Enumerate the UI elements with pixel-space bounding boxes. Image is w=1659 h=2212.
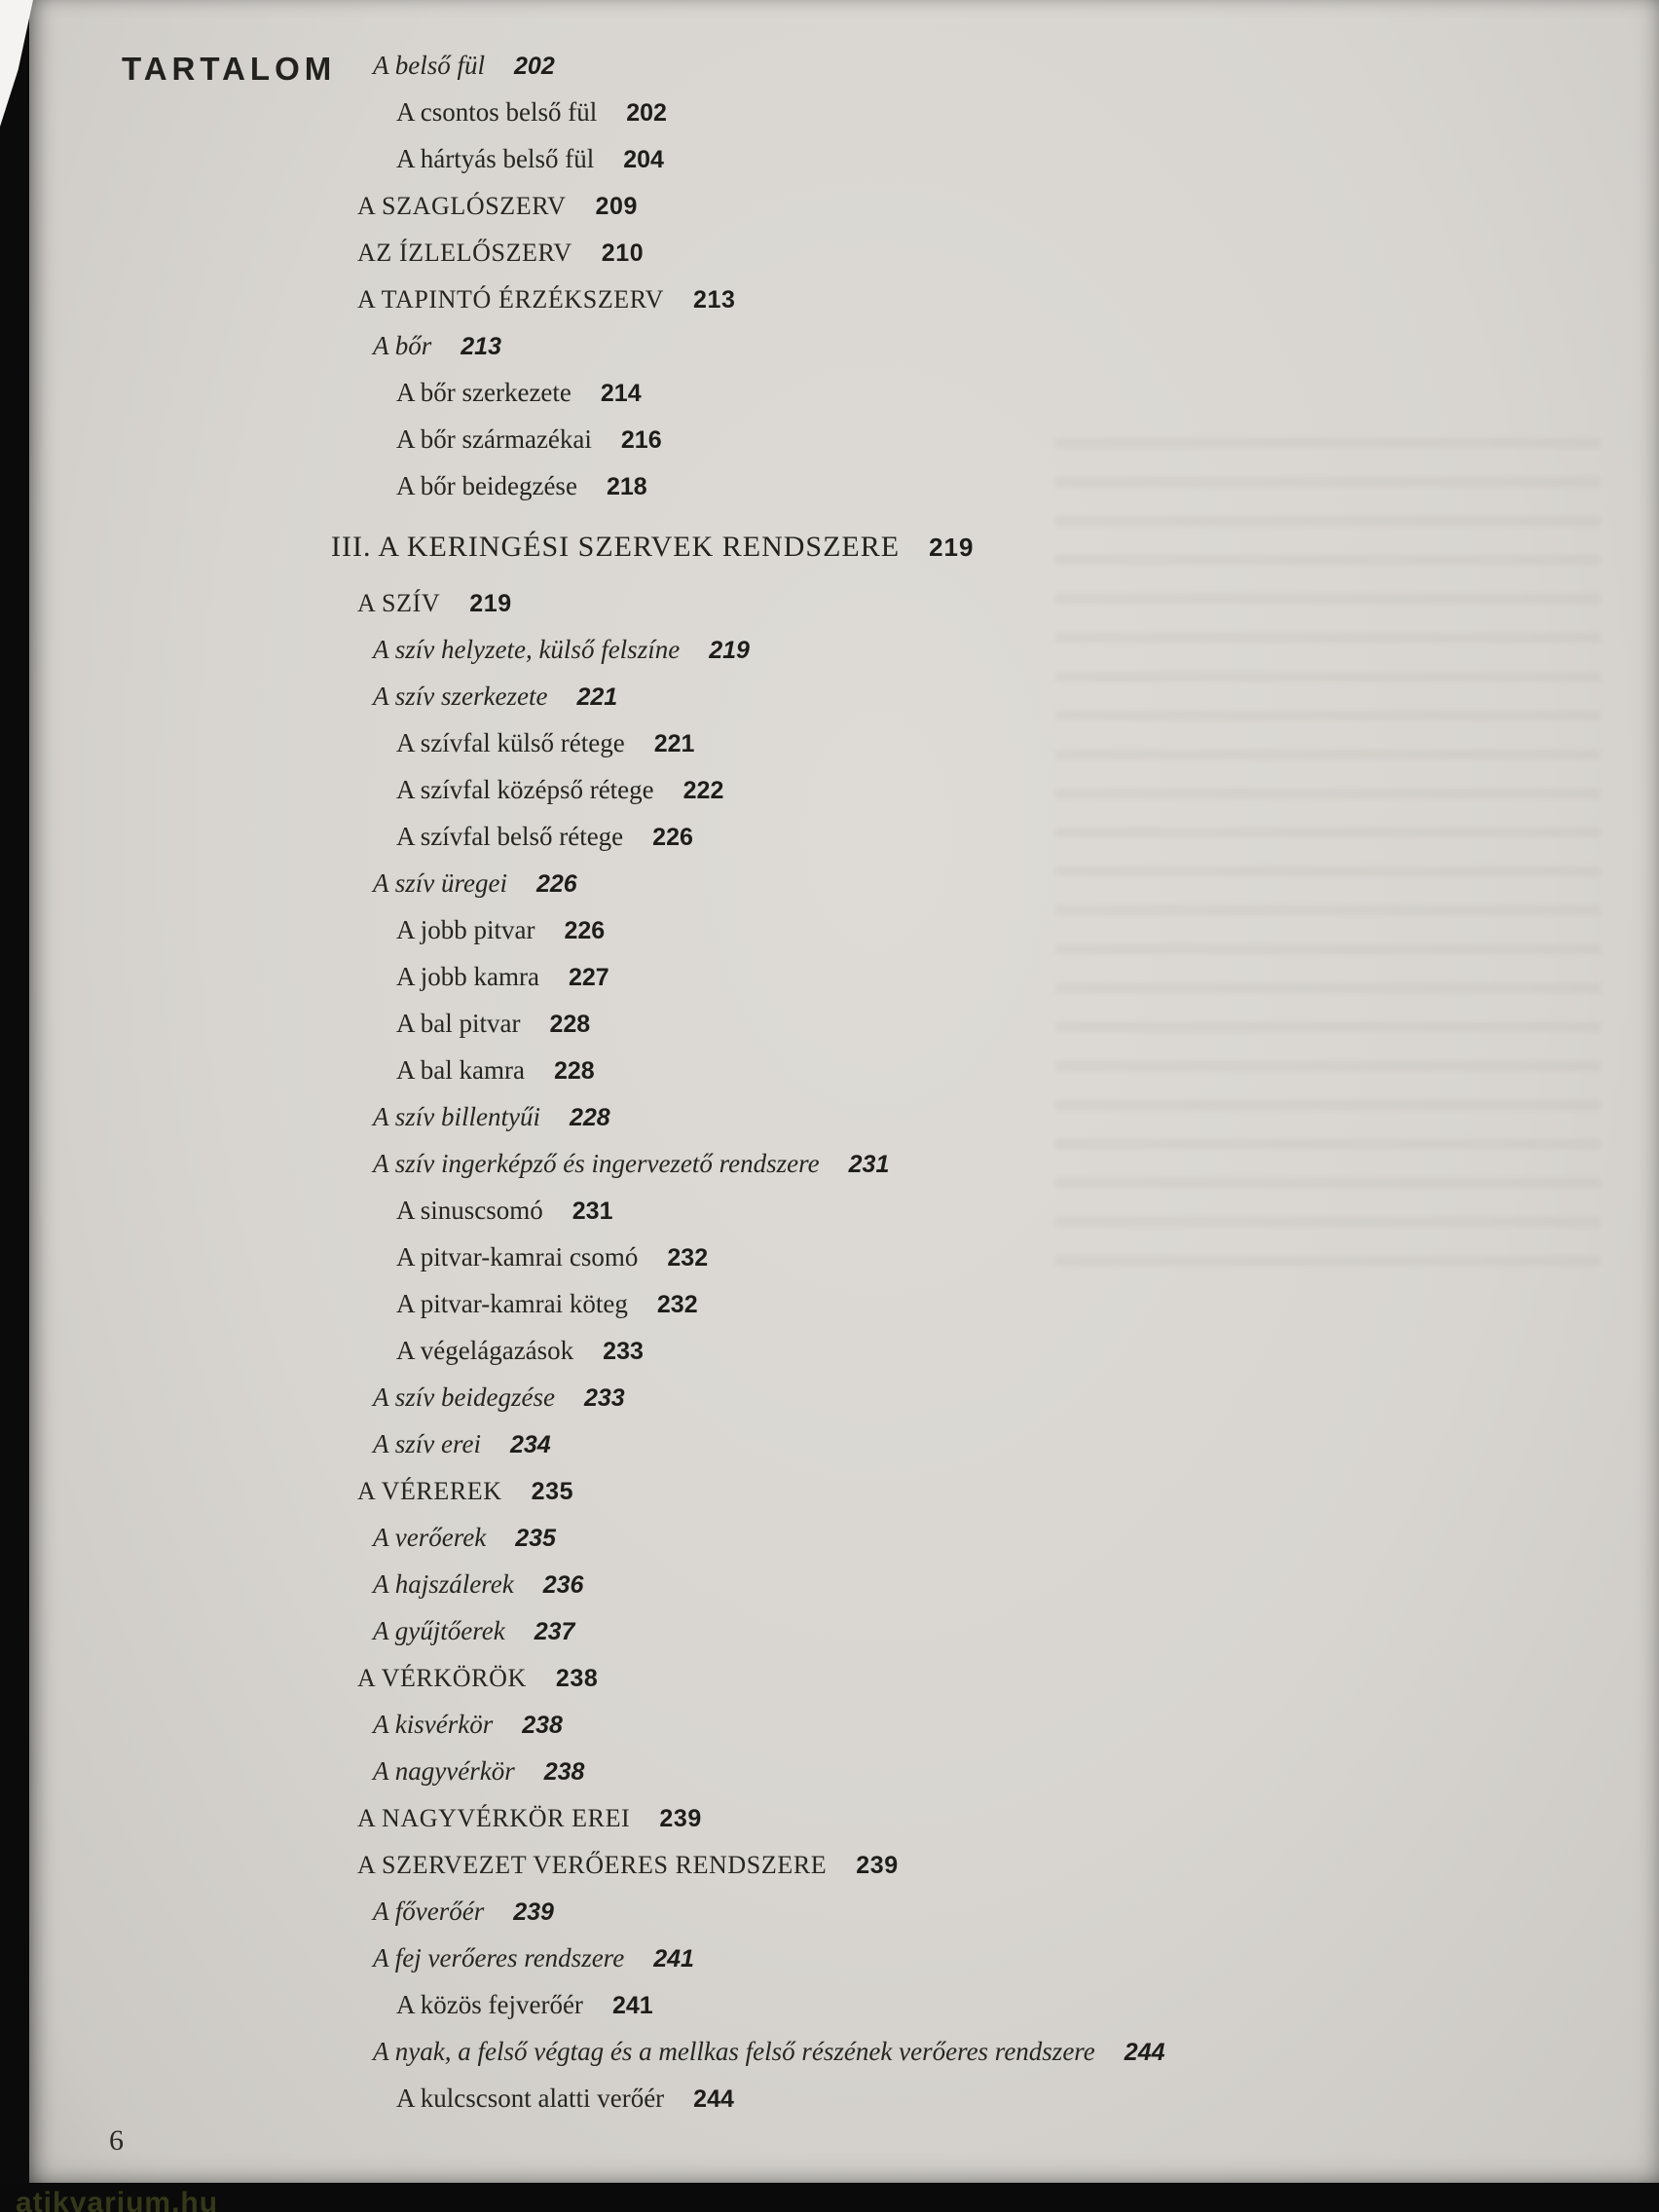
toc-entry-label: A jobb kamra (396, 962, 539, 991)
toc-list (331, 43, 1616, 2122)
toc-entry (331, 370, 1616, 417)
scan-bottom-edge (0, 2183, 1659, 2212)
toc-entry-page-number: 235 (531, 1478, 574, 1505)
toc-entry-page-number: 214 (600, 380, 642, 407)
toc-entry (331, 1328, 1616, 1375)
scan-watermark: atikvarium.hu (16, 2187, 219, 2212)
toc-entry-label: A szív erei (373, 1429, 481, 1458)
toc-entry-label: A bőr (373, 331, 432, 360)
toc-entry-page-number: 236 (542, 1571, 584, 1599)
toc-entry (331, 1188, 1616, 1235)
page-title: TARTALOM (122, 51, 337, 87)
toc-entry (331, 627, 1616, 674)
toc-entry-label: A csontos belső fül (396, 97, 598, 127)
page-paper (29, 0, 1659, 2187)
toc-entry (331, 1048, 1616, 1094)
toc-entry-page-number: 219 (929, 533, 975, 562)
toc-entry-label: A bőr szerkezete (396, 378, 571, 407)
toc-entry (331, 1982, 1616, 2029)
toc-entry-label: A hártyás belső fül (396, 144, 595, 173)
toc-entry-page-number: 226 (652, 824, 693, 851)
toc-entry (331, 1889, 1616, 1936)
toc-entry-page-number: 226 (564, 917, 606, 944)
toc-entry-label: A nagyvérkör (373, 1756, 515, 1786)
toc-entry-page-number: 213 (693, 286, 736, 313)
toc-entry-page-number: 221 (576, 683, 618, 711)
toc-entry (331, 1281, 1616, 1328)
toc-entry-page-number: 219 (709, 637, 750, 664)
toc-entry-label: A SZAGLÓSZERV (357, 192, 567, 220)
toc-entry-page-number: 210 (601, 240, 645, 267)
toc-entry-label: A végelágazások (396, 1336, 574, 1365)
toc-entry-label: A főverőér (373, 1897, 485, 1926)
toc-entry-label: A szív billentyűi (373, 1102, 540, 1131)
toc-entry-page-number: 231 (848, 1151, 890, 1178)
page-number: 6 (109, 2124, 124, 2157)
toc-entry (331, 861, 1616, 907)
toc-entry (331, 1562, 1616, 1608)
toc-entry-label: A szívfal külső rétege (396, 728, 625, 757)
toc-entry-page-number: 218 (606, 473, 647, 500)
toc-entry-page-number: 239 (856, 1852, 899, 1879)
toc-entry-label: A fej verőeres rendszere (373, 1943, 625, 1972)
toc-entry-label: A pitvar-kamrai csomó (396, 1242, 639, 1272)
toc-entry-label: III. A KERINGÉSI SZERVEK RENDSZERE (331, 531, 901, 563)
toc-entry-label: A szív üregei (373, 868, 507, 898)
toc-entry-page-number: 232 (667, 1244, 709, 1272)
toc-entry-label: A szív helyzete, külső felszíne (373, 635, 681, 664)
toc-entry-label: A szív szerkezete (373, 682, 548, 711)
toc-entry-page-number: 232 (656, 1291, 698, 1318)
toc-entry-label: A belső fül (373, 51, 486, 80)
toc-entry (331, 1702, 1616, 1749)
toc-entry-page-number: 219 (469, 590, 512, 617)
toc-entry (331, 814, 1616, 861)
toc-entry (331, 1655, 1616, 1702)
toc-entry-label: A TAPINTÓ ÉRZÉKSZERV (357, 285, 665, 313)
toc-entry-page-number: 233 (603, 1338, 644, 1365)
toc-entry-page-number: 231 (571, 1198, 613, 1225)
toc-entry-label: A bőr beidegzése (396, 471, 577, 500)
toc-entry-page-number: 204 (623, 146, 664, 173)
toc-entry (331, 767, 1616, 814)
toc-entry (331, 954, 1616, 1001)
toc-entry-page-number: 228 (553, 1057, 595, 1085)
toc-entry (331, 1515, 1616, 1562)
toc-entry-label: A hajszálerek (373, 1569, 514, 1599)
toc-entry-label: A közös fejverőér (396, 1990, 583, 2019)
toc-entry-page-number: 202 (514, 53, 555, 80)
toc-entry (331, 580, 1616, 627)
toc-entry-page-number: 227 (568, 964, 609, 991)
toc-entry-label: A bőr származékai (396, 424, 592, 454)
toc-entry-label: A SZÍV (357, 589, 441, 617)
toc-entry-label: A SZERVEZET VERŐERES RENDSZERE (357, 1851, 828, 1879)
toc-entry-page-number: 221 (653, 730, 695, 757)
toc-entry-page-number: 239 (659, 1805, 702, 1832)
toc-entry (331, 90, 1616, 136)
toc-entry-label: A bal kamra (396, 1055, 525, 1085)
toc-entry-page-number: 209 (595, 193, 638, 220)
toc-entry-label: A VÉREREK (357, 1477, 502, 1505)
toc-entry (331, 1094, 1616, 1141)
toc-entry (331, 2029, 1616, 2076)
toc-entry-label: A szív beidegzése (373, 1382, 555, 1412)
toc-entry (331, 674, 1616, 720)
toc-entry-page-number: 213 (461, 333, 501, 360)
toc-entry (331, 1468, 1616, 1515)
toc-entry-page-number: 238 (555, 1665, 599, 1692)
toc-entry (331, 1795, 1616, 1842)
toc-entry-label: A sinuscsomó (396, 1196, 543, 1225)
toc-entry-page-number: 237 (534, 1618, 575, 1645)
toc-entry-label: A pitvar-kamrai köteg (396, 1289, 628, 1318)
toc-entry-label: A gyűjtőerek (373, 1616, 505, 1645)
toc-entry-page-number: 244 (693, 2085, 734, 2113)
toc-entry (331, 720, 1616, 767)
page-corner-sliver (0, 0, 33, 127)
toc-entry-label: A verőerek (373, 1523, 487, 1552)
toc-entry-page-number: 241 (611, 1992, 653, 2019)
toc-entry (331, 524, 1616, 571)
toc-entry (331, 1936, 1616, 1982)
toc-entry (331, 1608, 1616, 1655)
toc-entry (331, 1842, 1616, 1889)
toc-entry-page-number: 228 (549, 1011, 591, 1038)
toc-entry (331, 1375, 1616, 1421)
toc-entry-label: A szív ingerképző és ingervezető rendszere (373, 1149, 820, 1178)
toc-entry (331, 323, 1616, 370)
toc-entry-label: A jobb pitvar (396, 915, 535, 944)
toc-entry-page-number: 202 (626, 99, 667, 127)
toc-entry-label: A nyak, a felső végtag és a mellkas felső részének verőeres rendszere (373, 2037, 1095, 2066)
toc-entry-page-number: 226 (535, 870, 577, 898)
toc-entry-label: AZ ÍZLELŐSZERV (357, 239, 572, 267)
toc-entry-label: A NAGYVÉRKÖR EREI (357, 1804, 631, 1832)
toc-entry-label: A kisvérkör (373, 1710, 494, 1739)
toc-entry (331, 276, 1616, 323)
toc-entry-label: A VÉRKÖRÖK (357, 1664, 527, 1692)
toc-entry (331, 463, 1616, 510)
toc-entry-page-number: 238 (543, 1758, 585, 1786)
toc-entry (331, 183, 1616, 230)
toc-entry (331, 43, 1616, 90)
toc-entry-page-number: 241 (653, 1945, 694, 1972)
toc-entry (331, 1749, 1616, 1795)
toc-entry (331, 136, 1616, 183)
toc-entry (331, 1141, 1616, 1188)
toc-entry (331, 1421, 1616, 1468)
toc-entry (331, 2076, 1616, 2122)
toc-entry (331, 230, 1616, 276)
toc-entry-page-number: 244 (1124, 2039, 1165, 2066)
toc-entry-page-number: 234 (509, 1431, 551, 1458)
toc-entry (331, 417, 1616, 463)
toc-entry (331, 907, 1616, 954)
toc-entry-label: A szívfal belső rétege (396, 822, 624, 851)
toc-entry (331, 1235, 1616, 1281)
toc-entry-label: A kulcscsont alatti verőér (396, 2083, 665, 2113)
toc-entry-label: A szívfal középső rétege (396, 775, 654, 804)
toc-entry-page-number: 238 (522, 1712, 563, 1739)
toc-entry-page-number: 216 (620, 426, 662, 454)
toc-entry-page-number: 222 (682, 777, 724, 804)
toc-entry-page-number: 235 (515, 1525, 556, 1552)
toc-entry-page-number: 228 (569, 1104, 610, 1131)
toc-entry-label: A bal pitvar (396, 1009, 521, 1038)
toc-entry (331, 1001, 1616, 1048)
toc-entry-page-number: 239 (513, 1899, 554, 1926)
toc-entry-page-number: 233 (583, 1384, 625, 1412)
